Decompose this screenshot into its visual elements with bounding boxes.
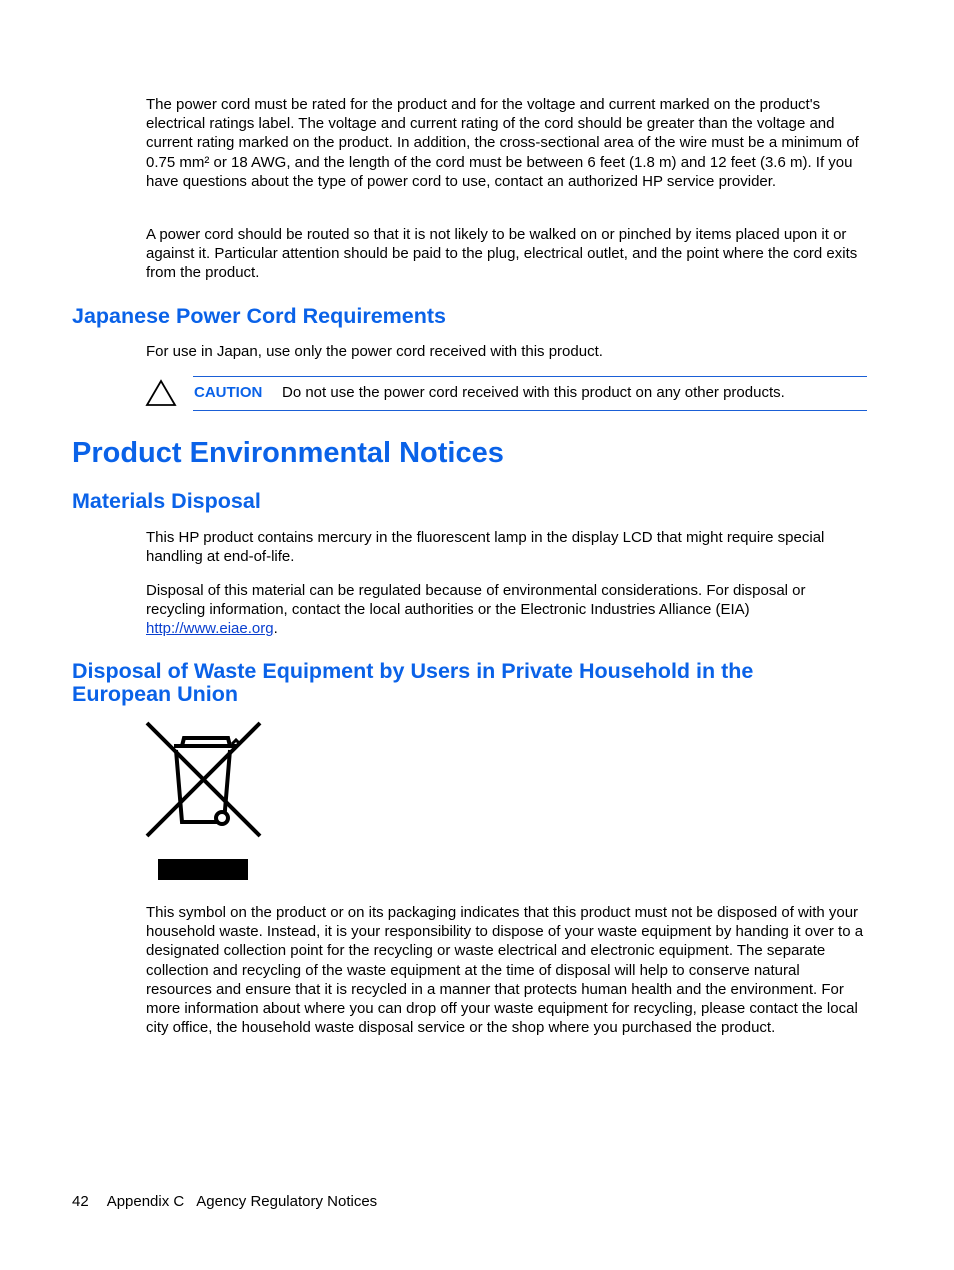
warning-triangle-icon <box>145 379 177 407</box>
heading-weee-line1: Disposal of Waste Equipment by Users in Private Household in the <box>72 659 754 683</box>
paragraph-japan-use: For use in Japan, use only the power cord received with this product. <box>146 343 603 360</box>
heading-product-environmental-notices: Product Environmental Notices <box>72 437 504 469</box>
eia-link[interactable]: http://www.eiae.org <box>146 620 274 638</box>
caution-label: CAUTION <box>194 384 263 401</box>
weee-underline-bar <box>158 859 248 880</box>
footer-appendix: Appendix C <box>106 1193 185 1210</box>
disposal-regulation-text: Disposal of this material can be regulated because of environmental considerations. For disposal or recycling information, contact the local authorities or the Electronic Industries Alliance (EIA) <box>146 582 806 619</box>
heading-weee-line2: European Union <box>72 682 239 706</box>
page-number: 42 <box>72 1193 89 1210</box>
heading-weee-disposal <box>72 660 753 706</box>
paragraph-cord-rating: The power cord must be rated for the product and for the voltage and current marked on the product's electrical ratings label. The voltage and current rating of the cord should be greater than the voltage and current rating marked on the product. In addition, the cross-sectional area of the wire must be a minimum of 0.75 mm² or 18 AWG, and the length of the cord must be between 6 feet (1.8 m) and 12 feet (3.6 m). If you have questions about the type of power cord to use, contact an authorized HP service provider. <box>146 96 859 190</box>
paragraph-disposal-regulation <box>146 581 864 639</box>
disposal-period: . <box>273 620 278 638</box>
caution-notice <box>193 376 867 411</box>
page-footer <box>72 1192 395 1211</box>
paragraph-cord-routing: A power cord should be routed so that it is not likely to be walked on or pinched by items placed upon it or against it. Particular attention should be paid to the plug, electrical outlet, and the point where the cord exits from the product. <box>146 226 858 282</box>
crossed-out-wheelie-bin-icon <box>144 720 264 840</box>
heading-japanese-power-cord: Japanese Power Cord Requirements <box>72 304 446 328</box>
caution-text: Do not use the power cord received with this product on any other products. <box>282 384 785 401</box>
footer-title: Agency Regulatory Notices <box>196 1193 378 1210</box>
paragraph-weee-symbol: This symbol on the product or on its packaging indicates that this product must not be disposed of with your household waste. Instead, it is your responsibility to dispose of your waste equipment by handing it over to a designated collection point for the recycling or waste electrical and electronic equipment. The separate collection and recycling of the waste equipment at the time of disposal will help to conserve natural resources and ensure that it is recycled in a manner that protects human health and the environment. For more information about where you can drop off your waste equipment for recycling, please contact the local city office, the household waste disposal service or the shop where you purchased the product. <box>146 904 864 1037</box>
heading-materials-disposal: Materials Disposal <box>72 489 261 513</box>
paragraph-mercury: This HP product contains mercury in the fluorescent lamp in the display LCD that might require special handling at end-of-life. <box>146 529 825 566</box>
